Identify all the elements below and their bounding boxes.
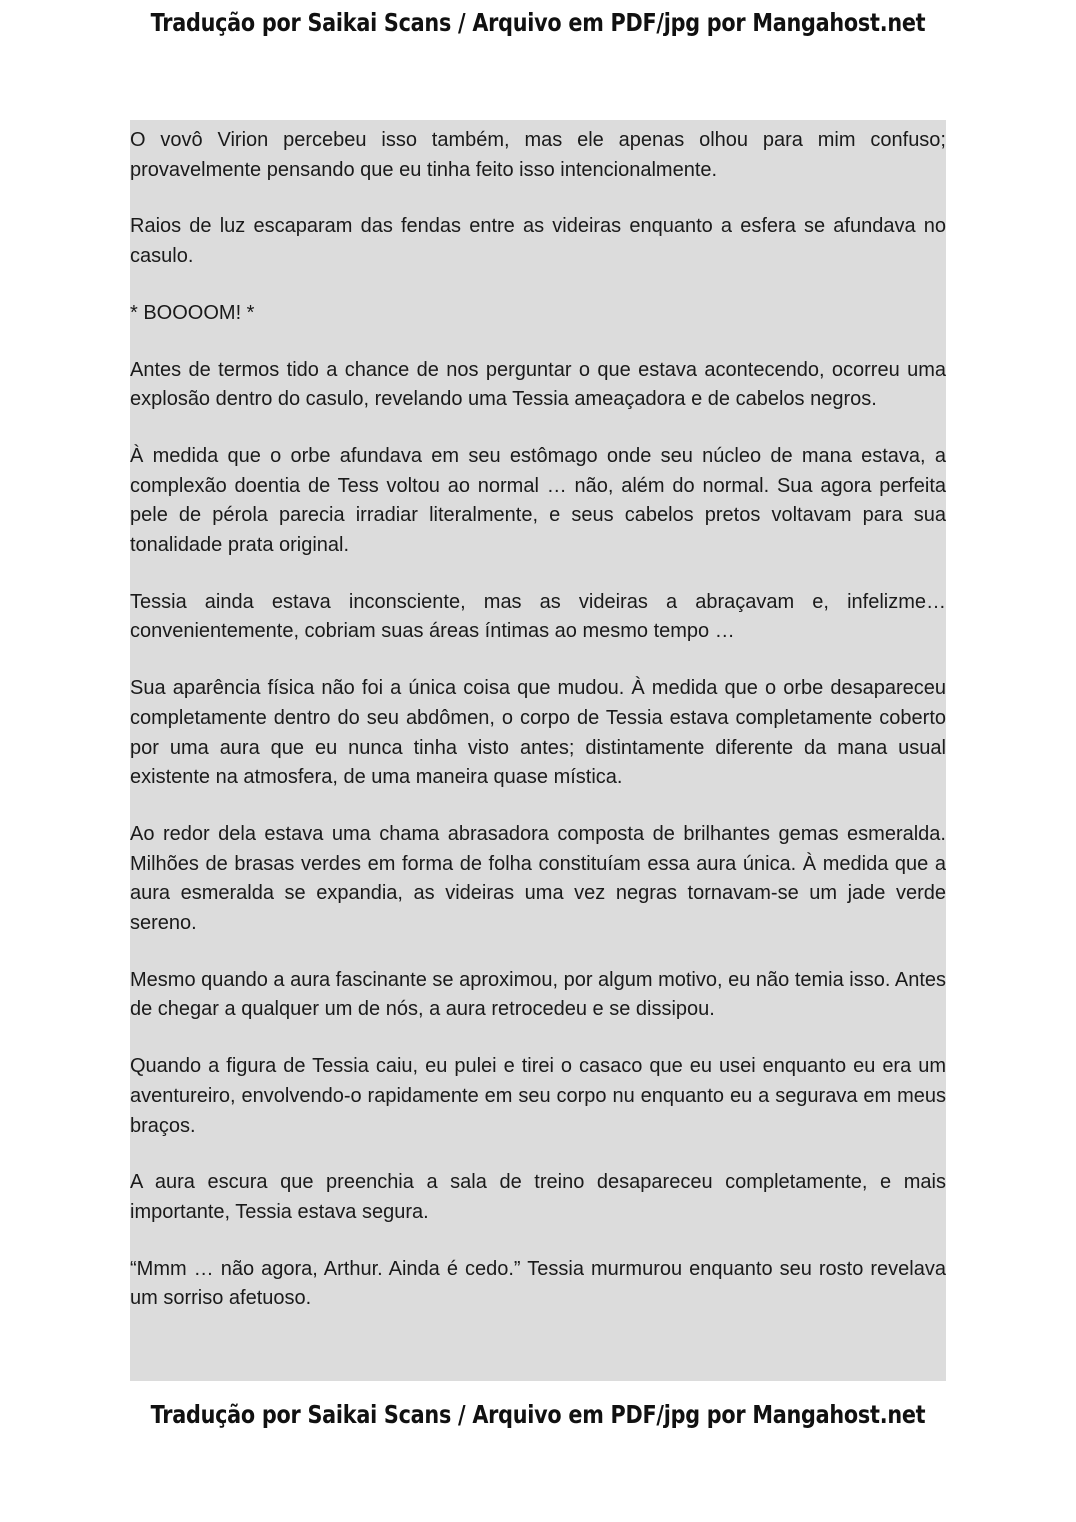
paragraph: Sua aparência física não foi a única coisa que mudou. À medida que o orbe desapareceu completamente dentro do seu abdômen, o corpo de Tessia estava completamente coberto por uma aura que eu nunca tinha visto antes; distintamente diferente da mana usual existente na atmosfera, de uma maneira quase mística. xyxy=(130,677,946,789)
paragraph: Antes de termos tido a chance de nos perguntar o que estava acontecendo, ocorreu uma explosão dentro do casulo, revelando uma Tessia ameaçadora e de cabelos negros. xyxy=(130,358,946,411)
paragraph: Tessia ainda estava inconsciente, mas as videiras a abraçavam e, infelizme… convenientemente, cobriam suas áreas íntimas ao mesmo tempo … xyxy=(130,590,946,643)
paragraph: Raios de luz escaparam das fendas entre as videiras enquanto a esfera se afundava no casulo. xyxy=(130,215,946,268)
paragraph: À medida que o orbe afundava em seu estômago onde seu núcleo de mana estava, a complexão doentia de Tess voltou ao normal … não, além do normal. Sua agora perfeita pele de pérola parecia irradiar literalmente, e seus cabelos pretos voltavam para sua tonalidade prata original. xyxy=(130,444,946,557)
header-credit: Tradução por Saikai Scans / Arquivo em PDF/jpg por Mangahost.net xyxy=(150,8,926,37)
footer-credit: Tradução por Saikai Scans / Arquivo em PDF/jpg por Mangahost.net xyxy=(150,1400,926,1429)
paragraph: * BOOOOM! * xyxy=(130,301,255,324)
text-block xyxy=(130,120,946,1381)
paragraph: Quando a figura de Tessia caiu, eu pulei e tirei o casaco que eu usei enquanto eu era um aventureiro, envolvendo-o rapidamente em seu corpo nu enquanto eu a segurava em meus braços. xyxy=(130,1055,946,1137)
paragraph: “Mmm … não agora, Arthur. Ainda é cedo.” Tessia murmurou enquanto seu rosto revelava um sorriso afetuoso. xyxy=(130,1257,946,1310)
paragraph: O vovô Virion percebeu isso também, mas ele apenas olhou para mim confuso; provavelmente pensando que eu tinha feito isso intencionalmente. xyxy=(130,129,946,181)
paragraph: Ao redor dela estava uma chama abrasadora composta de brilhantes gemas esmeralda. Milhões de brasas verdes em forma de folha constituíam essa aura única. À medida que a aura esmeralda se expandia, as videiras uma vez negras tornavam-se um jade verde sereno. xyxy=(130,822,946,935)
paragraph: Mesmo quando a aura fascinante se aproximou, por algum motivo, eu não temia isso. Antes de chegar a qualquer um de nós, a aura retrocedeu e se dissipou. xyxy=(130,968,947,1021)
paragraph: A aura escura que preenchia a sala de treino desapareceu completamente, e mais importante, Tessia estava segura. xyxy=(130,1171,946,1223)
